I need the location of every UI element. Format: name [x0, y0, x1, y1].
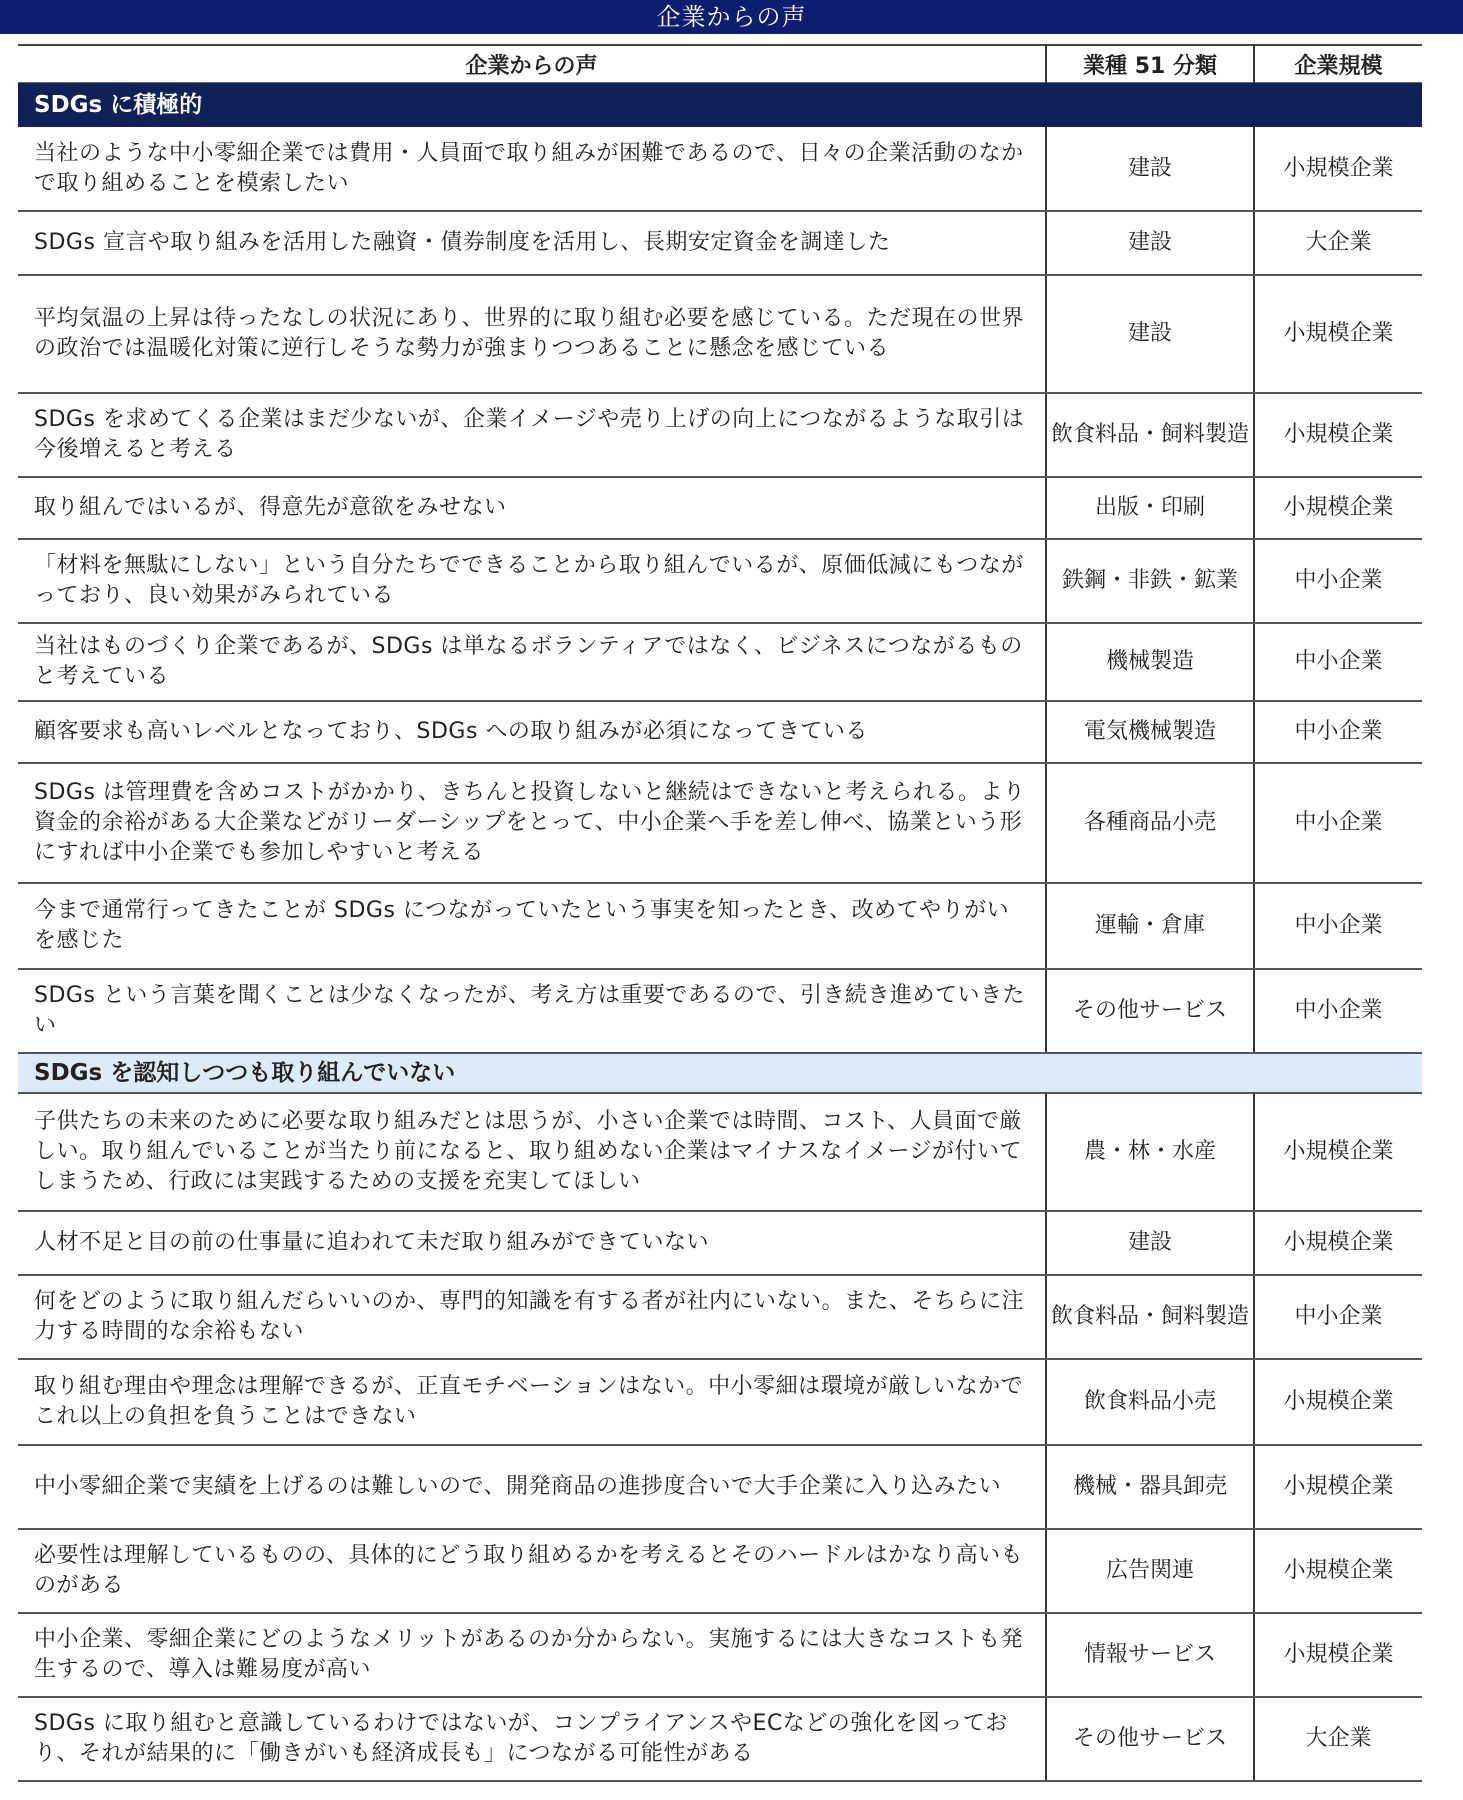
comment-cell: SDGs を求めてくる企業はまだ少ないが、企業イメージや売り上げの向上につながるような取引は今後増えると考える: [18, 393, 1046, 477]
size-cell: 小規模企業: [1254, 477, 1422, 539]
industry-cell: 電気機械製造: [1046, 701, 1254, 763]
header-size: 企業規模: [1254, 45, 1422, 83]
comment-cell: 平均気温の上昇は待ったなしの状況にあり、世界的に取り組む必要を感じている。ただ現在の世界の政治では温暖化対策に逆行しそうな勢力が強まりつつあることに懸念を感じている: [18, 275, 1046, 393]
size-cell: 小規模企業: [1254, 127, 1422, 211]
voices-table: [18, 44, 1422, 1782]
industry-cell: 飲食料品・飼料製造: [1046, 1275, 1254, 1359]
size-cell: 大企業: [1254, 1697, 1422, 1781]
size-cell: 小規模企業: [1254, 1445, 1422, 1529]
comment-cell: SDGs は管理費を含めコストがかかり、きちんと投資しないと継続はできないと考えられる。より資金的余裕がある大企業などがリーダーシップをとって、中小企業へ手を差し伸べ、協業という形にすれば中小企業でも参加しやすいと考える: [18, 763, 1046, 883]
comment-cell: 人材不足と目の前の仕事量に追われて未だ取り組みができていない: [18, 1211, 1046, 1275]
section-heading-active: [18, 83, 1422, 128]
size-cell: 中小企業: [1254, 701, 1422, 763]
industry-cell: 飲食料品小売: [1046, 1359, 1254, 1445]
industry-cell: 機械製造: [1046, 623, 1254, 701]
table-row: [18, 477, 1422, 539]
industry-cell: 各種商品小売: [1046, 763, 1254, 883]
table-row: [18, 1613, 1422, 1697]
industry-cell: その他サービス: [1046, 1697, 1254, 1781]
table-row: [18, 883, 1422, 969]
table-row: [18, 1445, 1422, 1529]
comment-cell: 取り組んではいるが、得意先が意欲をみせない: [18, 477, 1046, 539]
comment-cell: 当社はものづくり企業であるが、SDGs は単なるボランティアではなく、ビジネスにつながるものと考えている: [18, 623, 1046, 701]
comment-cell: 中小企業、零細企業にどのようなメリットがあるのか分からない。実施するには大きなコストも発生するので、導入は難易度が高い: [18, 1613, 1046, 1697]
size-cell: 小規模企業: [1254, 1613, 1422, 1697]
comment-cell: 取り組む理由や理念は理解できるが、正直モチベーションはない。中小零細は環境が厳しいなかでこれ以上の負担を負うことはできない: [18, 1359, 1046, 1445]
section-heading-inactive: [18, 1053, 1422, 1093]
size-cell: 中小企業: [1254, 1275, 1422, 1359]
table-row: [18, 623, 1422, 701]
size-cell: 中小企業: [1254, 969, 1422, 1053]
header-industry: 業種 51 分類: [1046, 45, 1254, 83]
section-heading-label: SDGs を認知しつつも取り組んでいない: [18, 1053, 1422, 1093]
industry-cell: 建設: [1046, 1211, 1254, 1275]
comment-cell: 当社のような中小零細企業では費用・人員面で取り組みが困難であるので、日々の企業活動のなかで取り組めることを模索したい: [18, 127, 1046, 211]
table-row: [18, 1359, 1422, 1445]
industry-cell: 鉄鋼・非鉄・鉱業: [1046, 539, 1254, 623]
table-row: [18, 1275, 1422, 1359]
header-comment: 企業からの声: [18, 45, 1046, 83]
page-title: 企業からの声: [0, 0, 1463, 34]
industry-cell: 情報サービス: [1046, 1613, 1254, 1697]
comment-cell: 中小零細企業で実績を上げるのは難しいので、開発商品の進捗度合いで大手企業に入り込みたい: [18, 1445, 1046, 1529]
industry-cell: 運輸・倉庫: [1046, 883, 1254, 969]
size-cell: 大企業: [1254, 211, 1422, 275]
comment-cell: 顧客要求も高いレベルとなっており、SDGs への取り組みが必須になってきている: [18, 701, 1046, 763]
industry-cell: 建設: [1046, 275, 1254, 393]
section-heading-label: SDGs に積極的: [18, 83, 1422, 128]
table-row: [18, 393, 1422, 477]
size-cell: 中小企業: [1254, 539, 1422, 623]
table-row: [18, 763, 1422, 883]
size-cell: 小規模企業: [1254, 1529, 1422, 1613]
table-row: [18, 1211, 1422, 1275]
industry-cell: 機械・器具卸売: [1046, 1445, 1254, 1529]
industry-cell: 飲食料品・飼料製造: [1046, 393, 1254, 477]
comment-cell: SDGs という言葉を聞くことは少なくなったが、考え方は重要であるので、引き続き進めていきたい: [18, 969, 1046, 1053]
comment-cell: 必要性は理解しているものの、具体的にどう取り組めるかを考えるとそのハードルはかなり高いものがある: [18, 1529, 1046, 1613]
size-cell: 中小企業: [1254, 883, 1422, 969]
size-cell: 小規模企業: [1254, 393, 1422, 477]
size-cell: 小規模企業: [1254, 1093, 1422, 1211]
industry-cell: 建設: [1046, 211, 1254, 275]
table-row: [18, 1697, 1422, 1781]
industry-cell: 建設: [1046, 127, 1254, 211]
industry-cell: 出版・印刷: [1046, 477, 1254, 539]
table-row: [18, 539, 1422, 623]
table-row: [18, 1529, 1422, 1613]
comment-cell: SDGs 宣言や取り組みを活用した融資・債券制度を活用し、長期安定資金を調達した: [18, 211, 1046, 275]
size-cell: 小規模企業: [1254, 1359, 1422, 1445]
industry-cell: 広告関連: [1046, 1529, 1254, 1613]
industry-cell: その他サービス: [1046, 969, 1254, 1053]
table-row: [18, 211, 1422, 275]
size-cell: 中小企業: [1254, 623, 1422, 701]
size-cell: 小規模企業: [1254, 1211, 1422, 1275]
comment-cell: 今まで通常行ってきたことが SDGs につながっていたという事実を知ったとき、改めてやりがいを感じた: [18, 883, 1046, 969]
table-row: [18, 127, 1422, 211]
table-row: [18, 701, 1422, 763]
size-cell: 中小企業: [1254, 763, 1422, 883]
comment-cell: 「材料を無駄にしない」という自分たちでできることから取り組んでいるが、原価低減にもつながっており、良い効果がみられている: [18, 539, 1046, 623]
size-cell: 小規模企業: [1254, 275, 1422, 393]
header-row: [18, 45, 1422, 83]
table-row: [18, 969, 1422, 1053]
comment-cell: SDGs に取り組むと意識しているわけではないが、コンプライアンスやECなどの強化を図っており、それが結果的に「働きがいも経済成長も」につながる可能性がある: [18, 1697, 1046, 1781]
industry-cell: 農・林・水産: [1046, 1093, 1254, 1211]
table-row: [18, 1093, 1422, 1211]
comment-cell: 子供たちの未来のために必要な取り組みだとは思うが、小さい企業では時間、コスト、人員面で厳しい。取り組んでいることが当たり前になると、取り組めない企業はマイナスなイメージが付いてしまうため、行政には実践するための支援を充実してほしい: [18, 1093, 1046, 1211]
table-row: [18, 275, 1422, 393]
comment-cell: 何をどのように取り組んだらいいのか、専門的知識を有する者が社内にいない。また、そちらに注力する時間的な余裕もない: [18, 1275, 1046, 1359]
